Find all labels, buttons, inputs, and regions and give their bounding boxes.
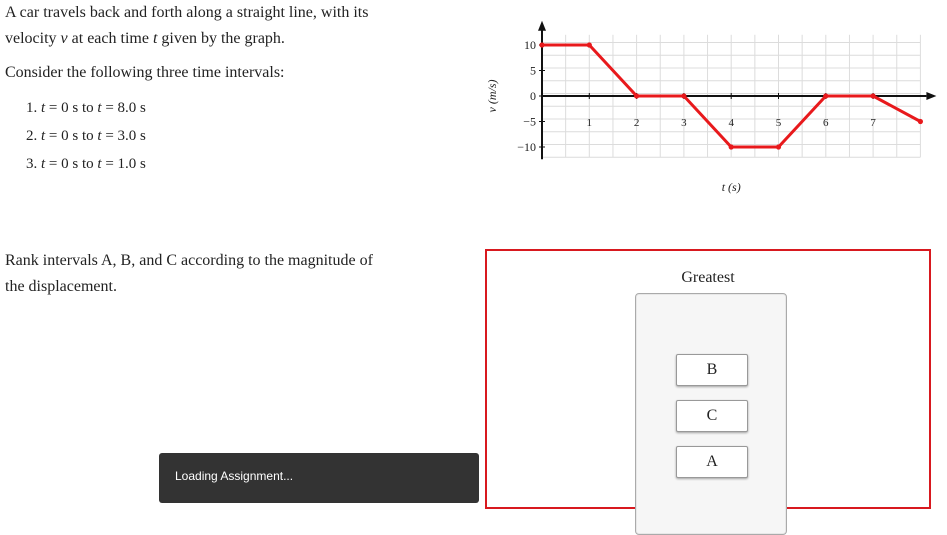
data-point: [681, 93, 686, 98]
y-tick-label: 0: [530, 89, 536, 103]
consider-text: Consider the following three time intervals:: [5, 64, 285, 81]
x-axis-label: t (s): [721, 180, 741, 194]
y-axis-arrow: [538, 21, 546, 31]
ranking-area: [485, 249, 931, 509]
problem-intro: [5, 0, 445, 52]
rank-card-b[interactable]: B: [676, 354, 748, 386]
velocity-time-graph: [478, 0, 947, 236]
rank-instruction: Rank intervals A, B, and C according to the magnitude of the displacement.: [5, 252, 373, 295]
interval-item: 3. t = 0 s to t = 1.0 s: [26, 156, 146, 172]
x-tick-label: 5: [775, 117, 782, 129]
x-axis-arrow: [926, 92, 936, 100]
data-point: [918, 119, 923, 124]
y-tick-label: 5: [530, 63, 536, 78]
interval-list: [26, 94, 146, 178]
y-tick-label: −5: [523, 114, 536, 129]
data-point: [587, 42, 592, 47]
x-tick-label: 7: [870, 117, 876, 129]
x-tick-label: 1: [586, 117, 593, 129]
interval-item: 2. t = 0 s to t = 3.0 s: [26, 128, 146, 144]
y-tick-label: 10: [524, 38, 536, 52]
ranking-dropzone[interactable]: [635, 293, 787, 535]
y-tick-label: −10: [517, 140, 536, 154]
x-tick-label: 2: [633, 117, 640, 129]
data-point: [776, 144, 781, 149]
interval-item: 1. t = 0 s to t = 8.0 s: [26, 100, 146, 116]
rank-card-a[interactable]: A: [676, 446, 748, 478]
greatest-label: Greatest: [681, 269, 735, 286]
x-tick-label: 6: [823, 117, 829, 129]
data-point: [823, 93, 828, 98]
x-tick-label: 4: [728, 117, 734, 129]
data-point: [634, 93, 639, 98]
rank-card-c[interactable]: C: [676, 400, 748, 432]
y-axis-label: v (m/s): [485, 79, 499, 113]
intro-line-2: velocity v at each time t given by the graph.: [5, 30, 285, 47]
data-point: [539, 42, 544, 47]
data-point: [729, 144, 734, 149]
data-point: [871, 93, 876, 98]
loading-toast: Loading Assignment...: [159, 453, 479, 503]
x-tick-label: 3: [681, 117, 687, 129]
intro-line-1: A car travels back and forth along a straight line, with its: [5, 4, 369, 21]
